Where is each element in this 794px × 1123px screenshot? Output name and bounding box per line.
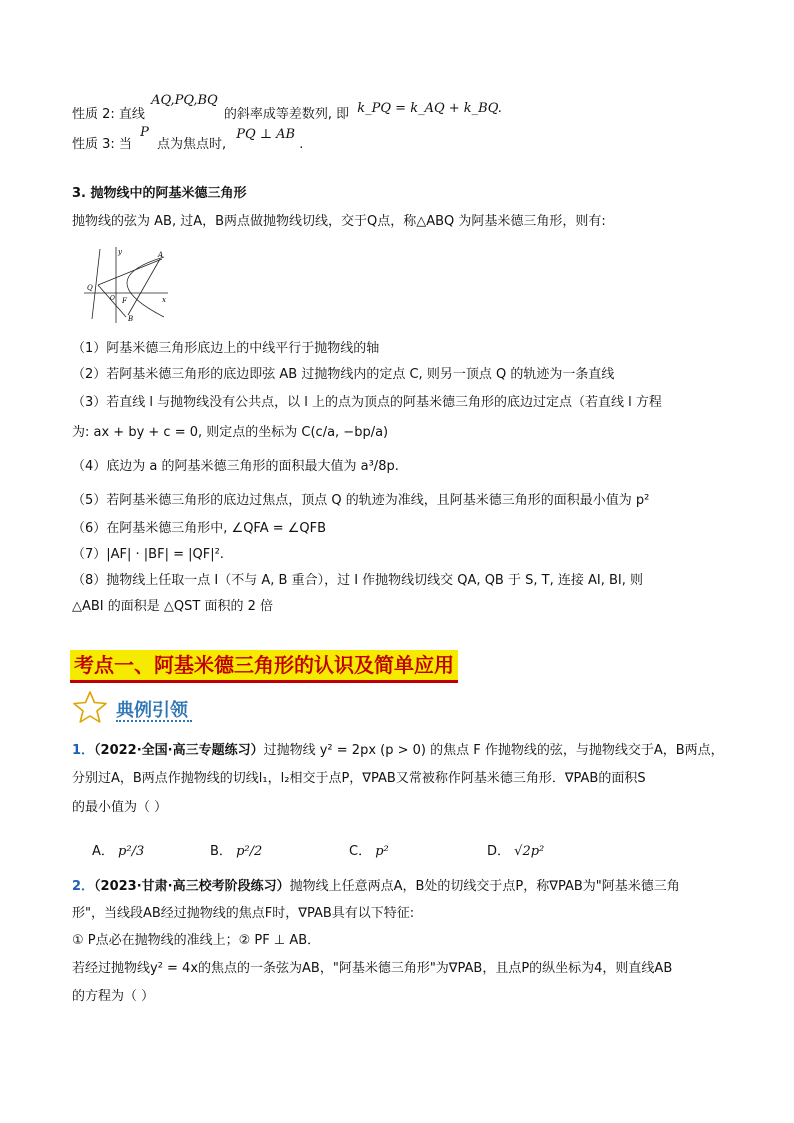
q1-number: 1． <box>72 743 95 758</box>
q1-choice-a-value: p²/3 <box>118 844 145 859</box>
section-3-intro: 抛物线的弦为 AB, 过A，B两点做抛物线切线，交于Q点，称△ABQ 为阿基米德三角形，则有: <box>72 214 606 229</box>
property-2-label: 性质 2: 直线 <box>72 107 145 122</box>
section-3-title: 3. 抛物线中的阿基米德三角形 <box>72 186 247 201</box>
item-3-continued: 为: ax + by + c = 0, 则定点的坐标为 C(c/a, −bp/a) <box>72 425 389 440</box>
item-6: （6）在阿基米德三角形中, ∠QFA = ∠QFB <box>72 521 327 536</box>
example-label: 典例引领 <box>116 700 188 721</box>
figure-label-q: Q <box>87 284 93 292</box>
item-5: （5）若阿基米德三角形的底边过焦点，顶点 Q 的轨迹为准线，且阿基米德三角形的面积最小值为 p² <box>72 493 650 508</box>
item-2: （2）若阿基米德三角形的底边即弦 AB 过抛物线内的定点 C, 则另一顶点 Q 的轨迹为一条直线 <box>72 367 615 382</box>
figure-label-f: F <box>122 297 127 305</box>
figure-label-b: B <box>128 315 134 323</box>
item-8: （8）抛物线上任取一点 I（不与 A, B 重合），过 I 作抛物线切线交 QA, QB 于 S, T, 连接 AI, BI, 则 <box>72 573 643 588</box>
figure-label-a: A <box>158 251 164 259</box>
q2-source: （2023·甘肃·高三校考阶段练习） <box>94 879 290 894</box>
property-2 <box>72 93 502 124</box>
star-icon <box>72 690 108 724</box>
item-7: （7）|AF| · |BF| = |QF|². <box>72 547 224 562</box>
q2-text-1: 抛物线上任意两点A，B处的切线交于点P，称∇PAB为"阿基米德三角 <box>289 879 680 894</box>
q1-choice-b[interactable] <box>210 840 262 859</box>
kaodian-title: 考点一、阿基米德三角形的认识及简单应用 <box>70 650 458 683</box>
q2-line-4: 若经过抛物线y² = 4x的焦点的一条弦为AB，"阿基米德三角形"为∇PAB，且点P的纵坐标为4，则直线AB <box>72 961 673 976</box>
q1-choice-c-value: p² <box>375 844 389 859</box>
figure-label-x: x <box>162 296 166 304</box>
property-2-lines: AQ,PQ,BQ <box>151 93 218 108</box>
q1-line-1 <box>72 742 724 760</box>
q1-choice-d-letter: D． <box>487 844 511 859</box>
q1-choice-b-letter: B． <box>210 844 232 859</box>
item-8-continued: △ABI 的面积是 △QST 面积的 2 倍 <box>72 599 273 614</box>
q2-line-3: ① P点必在抛物线的准线上；② PF ⊥ AB． <box>72 933 321 948</box>
item-4: （4）底边为 a 的阿基米德三角形的面积最大值为 a³/8p. <box>72 459 399 474</box>
q2-line-1 <box>72 878 680 896</box>
q1-choice-c-letter: C． <box>349 844 372 859</box>
q1-choice-c[interactable] <box>349 840 389 859</box>
q2-line-2: 形"，当线段AB经过抛物线的焦点F时，∇PAB具有以下特征: <box>72 906 415 921</box>
q1-line-2: 分别过A，B两点作抛物线的切线l₁，l₂相交于点P，∇PAB又常被称作阿基米德三角形．∇PAB的面积S <box>72 771 646 786</box>
figure-label-y: y <box>118 248 122 256</box>
q1-choice-d[interactable] <box>487 840 544 859</box>
example-underline <box>116 720 192 722</box>
q1-choice-a-letter: A． <box>92 844 114 859</box>
q2-line-5: 的方程为（ ） <box>72 989 155 1004</box>
figure-label-o: O <box>110 295 115 302</box>
property-2-formula: k_PQ = k_AQ + k_BQ. <box>357 101 502 116</box>
q1-text-1: 过抛物线 y² = 2px (p > 0) 的焦点 F 作抛物线的弦，与抛物线交于A，B两点， <box>263 743 724 758</box>
q1-choice-b-value: p²/2 <box>236 844 263 859</box>
property-3-label: 性质 3: 当 <box>72 137 132 152</box>
property-3-end: . <box>299 137 304 152</box>
q1-line-3: 的最小值为（ ） <box>72 800 168 815</box>
property-3-point: P <box>140 125 149 140</box>
q1-choice-d-value: √2p² <box>514 844 545 859</box>
item-1: （1）阿基米德三角形底边上的中线平行于抛物线的轴 <box>72 341 380 356</box>
q1-source: （2022·全国·高三专题练习） <box>94 743 264 758</box>
item-3: （3）若直线 l 与抛物线没有公共点，以 l 上的点为顶点的阿基米德三角形的底边过定点（若直线 l 方程 <box>72 395 662 410</box>
property-2-text: 的斜率成等差数列, 即 <box>223 107 350 122</box>
q1-choice-a[interactable] <box>92 840 144 859</box>
q2-number: 2． <box>72 879 95 894</box>
property-3 <box>72 125 304 154</box>
property-3-text: 点为焦点时, <box>156 137 227 152</box>
archimedes-triangle-figure <box>82 245 172 325</box>
property-3-formula: PQ ⊥ AB <box>236 127 296 142</box>
